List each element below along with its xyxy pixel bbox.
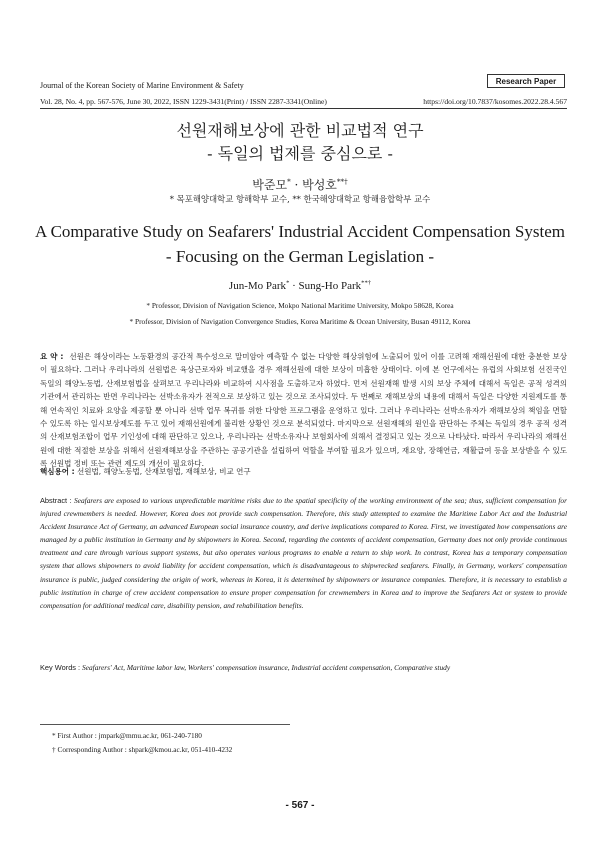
english-affiliation-1: * Professor, Division of Navigation Science, Mokpo National Maritime University, Mokpo 58628, Korea <box>146 301 454 310</box>
korean-author-2-mark: **† <box>336 177 348 186</box>
korean-author-2: 박성호 <box>302 178 337 192</box>
english-affiliation-2: * Professor, Division of Navigation Convergence Studies, Korea Maritime & Ocean University, Busan 49112, Korea <box>129 317 471 326</box>
english-authors <box>0 280 600 292</box>
korean-authors <box>0 176 600 193</box>
english-subtitle: - Focusing on the German Legislation - <box>165 247 435 266</box>
page-number: - 567 - <box>285 800 315 811</box>
journal-name: Journal of the Korean Society of Marine Environment & Safety <box>40 81 244 90</box>
english-keywords-text: Seafarers' Act, Maritime labor law, Workers' compensation insurance, Industrial accident compensation, Comparative study <box>81 663 451 672</box>
doi-link[interactable]: https://doi.org/10.7837/kosomes.2022.28.4.567 <box>423 97 567 106</box>
english-author-1: Jun-Mo Park <box>228 280 287 292</box>
author-separator: · <box>289 280 299 292</box>
volume-info: Vol. 28, No. 4, pp. 567-576, June 30, 2022, ISSN 1229-3431(Print) / ISSN 2287-3341(Online) <box>40 97 327 106</box>
english-title: A Comparative Study on Seafarers' Industrial Accident Compensation System <box>35 222 565 241</box>
english-abstract-label: Abstract : <box>40 496 72 505</box>
korean-keywords-label: 핵심용어 : <box>40 467 75 476</box>
korean-abstract-label: 요 약 : <box>40 352 64 361</box>
corresponding-author-footnote: † Corresponding Author : shpark@kmou.ac.kr, 051-410-4232 <box>52 745 233 754</box>
english-keywords <box>40 663 450 672</box>
korean-author-1: 박준모 <box>252 178 288 192</box>
korean-subtitle: - 독일의 법제를 중심으로 - <box>207 144 393 163</box>
english-abstract <box>40 494 567 612</box>
english-author-1-mark: * <box>286 279 290 287</box>
english-keywords-label: Key Words : <box>40 663 81 672</box>
korean-title: 선원재해보상에 관한 비교법적 연구 <box>176 121 424 140</box>
article-type-badge: Research Paper <box>487 74 565 88</box>
korean-abstract-text: 선원은 해상이라는 노동환경의 공간적 특수성으로 말미암아 예측할 수 없는 다양한 해상위험에 노출되어 있어 이를 고려해 재해선원에 대한 충분한 보상이 필요하다. 그러나 우리나라의 선원법은 육상근로자와 비교했을 경우 재해선원에 대한 보상이 미흡한 상태이다. 이에 본 연구에서는 유럽의 사회보험 선진국인 독일의 해양노동법, 산재보험법을 살펴보고 우리나라와 비교하여 시사점을 도출하고자 하였다. 먼저 선원재해 발생 시의 보상 주체에 대해서 독일은 공적 성격의 기관에서 관리하는 반면 우리나라는 선박소유자가 전적으로 보상하고 있는 것으로 조사되었다. 두 번째로 재해보상의 내용에 대해서 독일은 다양한 지원제도를 통해 연속적인 치료와 요양을 제공할 뿐 아니라 선박 업무 복귀를 위한 다양한 프로그램을 운영하고 있다. 그러나 우리나라는 선박소유자가 재해보상의 책임을 면할 수 있도록 하는 일시보상제도를 두고 있어 재해선원에게 불리한 상황인 것으로 분석되었다. 마지막으로 선원재해의 원인을 판단하는 주체는 독일의 경우 공적 성격의 산재보험조합이 업무 기인성에 대해 판단하고 있으나, 우리나라는 선박소유자나 보험회사에 의해서 결정되고 있는 것으로 나타났다. 따라서 우리나라의 재해선원에 대한 적절한 보상을 위해서 선원재해보상을 주관하는 공공기관을 설립하여 역할을 부여할 필요가 있으며, 재요양, 장해연금, 재활급여 등을 보상받을 수 있도록 선원법 정비 또는 관련 제도의 개선이 필요하다. <box>40 352 567 469</box>
header-divider <box>40 108 567 109</box>
english-author-2: Sung-Ho Park <box>298 280 362 292</box>
korean-keywords-text: 선원법, 해양노동법, 산재보험법, 재해보상, 비교 연구 <box>76 467 251 476</box>
korean-abstract <box>40 350 567 471</box>
korean-author-1-mark: * <box>287 177 291 186</box>
english-abstract-text: Seafarers are exposed to various unpredictable maritime risks due to the spatial specificity of the working environment of the sea; thus, sufficient compensation for injured crewmembers is needed. However, Korea does not provide such compensation. Therefore, this study attempted to examine the Maritime Labor Act and the Industrial Accident Insurance Act of Germany, an advanced European social insurance country, and derive implications compared to Korea. First, we investigated how compensations are managed by a public institution in Germany and by shipowners in Korea. Second, regarding the contents of accident compensation, Germany does not only provide continuous treatment and care through various support systems, but also operates various programs to enable a return to ship work. In contrast, Korea has a temporary compensation system that allows shipowners to avoid liability for accident compensation, which is disadvantageous to shipwrecked seafarers. Finally, in Germany, workers' compensation insurance is public, judged considering the origin of work, whereas in Korea, it is determined by shipowners or insurance companies. Therefore, it is necessary to establish a public institution in charge of crew accident compensation to ensure proper compensation for crewmembers in Korea and to improve the Seafarers Act or system to provide compensation for additional medical care, disability pension, and rehabilitation benefits. <box>40 496 567 610</box>
footnote-divider <box>40 724 290 725</box>
author-separator: · <box>290 178 303 192</box>
first-author-footnote: * First Author : jmpark@mmu.ac.kr, 061-240-7180 <box>52 731 202 740</box>
korean-keywords <box>40 466 251 477</box>
english-author-2-mark: **† <box>361 279 372 287</box>
korean-affiliation: * 목포해양대학교 항해학부 교수, ** 한국해양대학교 항해융합학부 교수 <box>169 194 431 204</box>
